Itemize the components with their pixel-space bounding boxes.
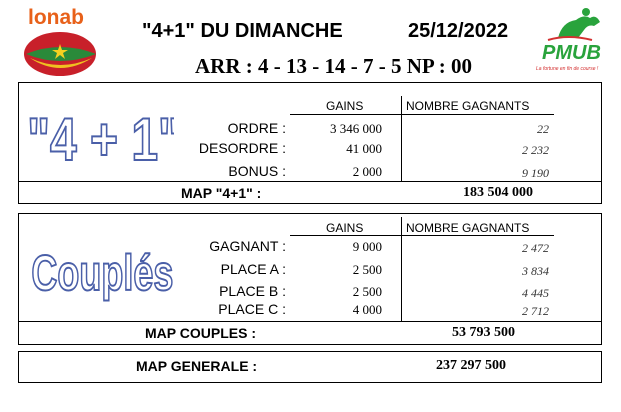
- row-label: PLACE B :: [219, 283, 286, 299]
- map-four-plus-one-value: 183 504 000: [463, 185, 533, 200]
- pmub-logo: [528, 4, 614, 80]
- map-couples-value: 53 793 500: [452, 325, 515, 340]
- row-gain: 4 000: [352, 302, 382, 317]
- page-title: "4+1" DU DIMANCHE: [142, 20, 343, 42]
- winners-header: NOMBRE GAGNANTS: [406, 221, 530, 235]
- draw-date: 25/12/2022: [408, 20, 509, 42]
- four-plus-one-logo: [24, 104, 174, 181]
- row-winners: 9 190: [522, 166, 549, 180]
- header-underline: [290, 114, 554, 115]
- row-label: DESORDRE :: [198, 140, 286, 156]
- row-gain: 2 500: [352, 284, 382, 299]
- row-label: GAGNANT :: [209, 238, 286, 254]
- divider: [18, 321, 602, 322]
- row-gain: 41 000: [346, 141, 382, 156]
- four-plus-one-logo-text: "4 + 1": [27, 105, 174, 174]
- couples-logo-text: Couplés: [31, 246, 174, 302]
- row-winners: 3 834: [522, 264, 549, 278]
- gains-header: GAINS: [326, 99, 364, 113]
- winners-header: NOMBRE GAGNANTS: [406, 99, 530, 113]
- column-divider: [401, 217, 402, 321]
- divider: [18, 181, 602, 182]
- general-panel: [18, 351, 602, 383]
- map-four-plus-one-label: MAP "4+1" :: [181, 185, 262, 201]
- map-couples-label: MAP COUPLES :: [145, 325, 256, 341]
- pmub-tagline: La fortune en fin de course !: [536, 66, 599, 72]
- row-gain: 9 000: [352, 239, 382, 254]
- row-winners: 4 445: [522, 286, 549, 300]
- column-divider: [401, 96, 402, 182]
- row-winners: 2 472: [522, 241, 549, 255]
- gains-header: GAINS: [326, 221, 364, 235]
- row-gain: 2 000: [352, 164, 382, 179]
- pmub-logo-text: PMUB: [542, 42, 601, 64]
- row-label: PLACE A :: [220, 261, 286, 277]
- horse-rider-icon: [528, 4, 614, 44]
- row-gain: 3 346 000: [330, 121, 382, 136]
- row-label: BONUS :: [228, 163, 286, 179]
- lonab-logo-text: lonab: [28, 6, 84, 29]
- four-plus-one-wordart: [24, 104, 174, 176]
- couples-wordart: [30, 240, 180, 302]
- row-label: PLACE C :: [218, 301, 286, 317]
- header-underline: [290, 235, 554, 236]
- couples-logo: [30, 240, 180, 307]
- row-winners: 22: [537, 122, 549, 136]
- row-label: ORDRE :: [227, 120, 286, 136]
- row-winners: 2 712: [522, 304, 549, 318]
- row-winners: 2 232: [522, 143, 549, 157]
- lonab-emblem-icon: [20, 6, 104, 80]
- map-general-value: 237 297 500: [436, 358, 506, 373]
- row-gain: 2 500: [352, 262, 382, 277]
- arrival-line: ARR : 4 - 13 - 14 - 7 - 5 NP : 00: [195, 54, 473, 78]
- map-general-label: MAP GENERALE :: [136, 358, 258, 374]
- lonab-logo: [20, 6, 104, 80]
